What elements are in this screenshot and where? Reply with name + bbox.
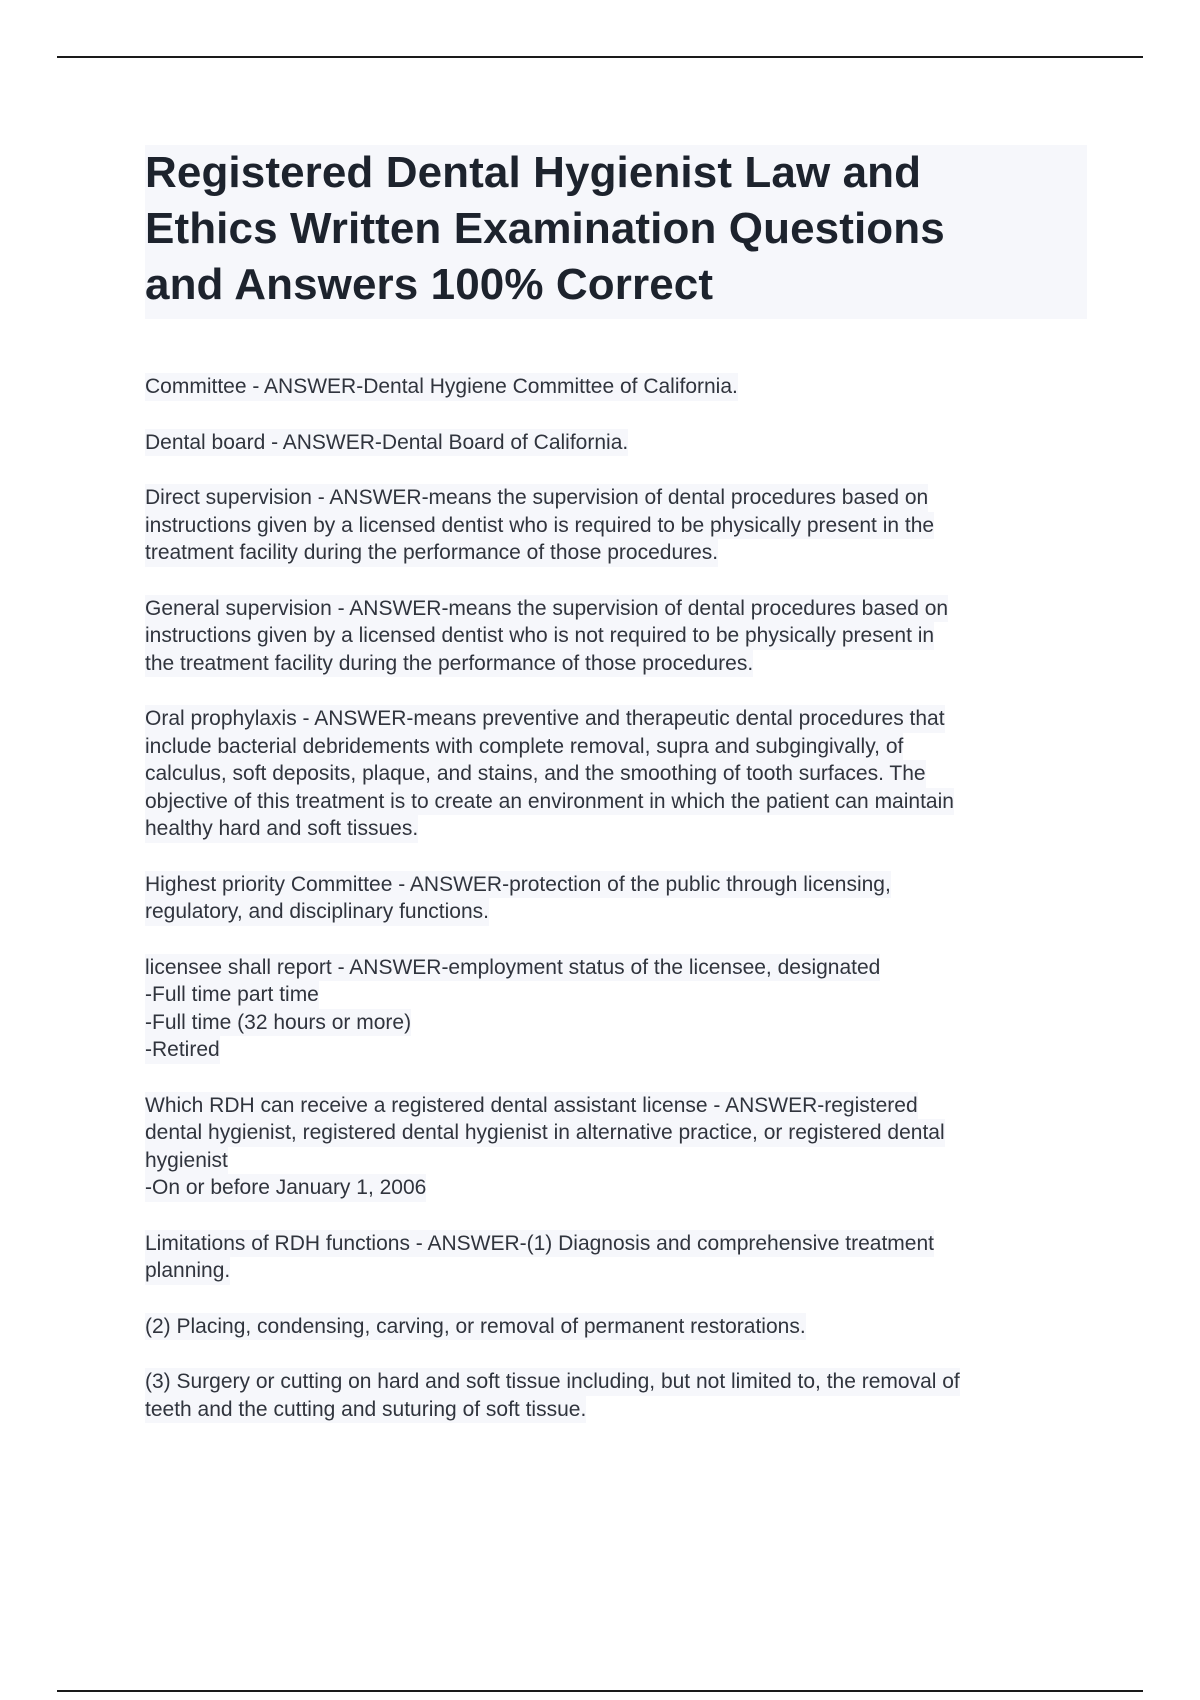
qa-entry (145, 1092, 1090, 1202)
qa-line: instructions given by a licensed dentist who is not required to be physically present in (145, 622, 934, 650)
qa-line: Dental board - ANSWER-Dental Board of California. (145, 429, 628, 457)
qa-line: -On or before January 1, 2006 (145, 1174, 426, 1202)
qa-line: planning. (145, 1257, 230, 1285)
qa-line: Limitations of RDH functions - ANSWER-(1) Diagnosis and comprehensive treatment (145, 1230, 934, 1258)
qa-list (145, 373, 1090, 1423)
qa-entry (145, 1368, 1090, 1423)
qa-line: (3) Surgery or cutting on hard and soft tissue including, but not limited to, the removal of (145, 1368, 960, 1396)
qa-line: regulatory, and disciplinary functions. (145, 898, 489, 926)
qa-line: dental hygienist, registered dental hygienist in alternative practice, or registered dental (145, 1119, 945, 1147)
qa-line: Committee - ANSWER-Dental Hygiene Committee of California. (145, 373, 738, 401)
qa-line: General supervision - ANSWER-means the supervision of dental procedures based on (145, 595, 948, 623)
qa-line: objective of this treatment is to create an environment in which the patient can maintain (145, 788, 954, 816)
qa-entry (145, 373, 1090, 401)
qa-entry (145, 429, 1090, 457)
qa-line: Direct supervision - ANSWER-means the supervision of dental procedures based on (145, 484, 928, 512)
qa-line: licensee shall report - ANSWER-employment status of the licensee, designated (145, 954, 880, 982)
qa-line: -Retired (145, 1036, 220, 1064)
qa-line: Highest priority Committee - ANSWER-protection of the public through licensing, (145, 871, 891, 899)
qa-line: (2) Placing, condensing, carving, or removal of permanent restorations. (145, 1313, 806, 1341)
qa-line: hygienist (145, 1147, 228, 1175)
qa-entry (145, 595, 1090, 678)
qa-line: healthy hard and soft tissues. (145, 815, 418, 843)
qa-line: calculus, soft deposits, plaque, and stains, and the smoothing of tooth surfaces. The (145, 760, 926, 788)
qa-entry (145, 705, 1090, 843)
qa-line: the treatment facility during the performance of those procedures. (145, 650, 753, 678)
qa-line: instructions given by a licensed dentist who is required to be physically present in the (145, 512, 934, 540)
title-line: Registered Dental Hygienist Law and (145, 148, 922, 197)
qa-line: treatment facility during the performance of those procedures. (145, 539, 718, 567)
qa-line: Oral prophylaxis - ANSWER-means preventive and therapeutic dental procedures that (145, 705, 945, 733)
qa-line: Which RDH can receive a registered dental assistant license - ANSWER-registered (145, 1092, 918, 1120)
qa-entry (145, 484, 1090, 567)
qa-line: teeth and the cutting and suturing of soft tissue. (145, 1396, 586, 1424)
qa-line: -Full time part time (145, 981, 319, 1009)
title-line: and Answers 100% Correct (145, 260, 714, 309)
qa-entry (145, 1313, 1090, 1341)
qa-line: -Full time (32 hours or more) (145, 1009, 411, 1037)
qa-line: include bacterial debridements with complete removal, supra and subgingivally, of (145, 733, 903, 761)
qa-entry (145, 871, 1090, 926)
title-line: Ethics Written Examination Questions (145, 204, 945, 253)
document-body (145, 145, 1090, 1451)
title-block (145, 145, 1087, 319)
qa-entry (145, 954, 1090, 1064)
bottom-rule (57, 1690, 1143, 1692)
top-rule (57, 56, 1143, 58)
qa-entry (145, 1230, 1090, 1285)
document-title (145, 145, 1087, 313)
